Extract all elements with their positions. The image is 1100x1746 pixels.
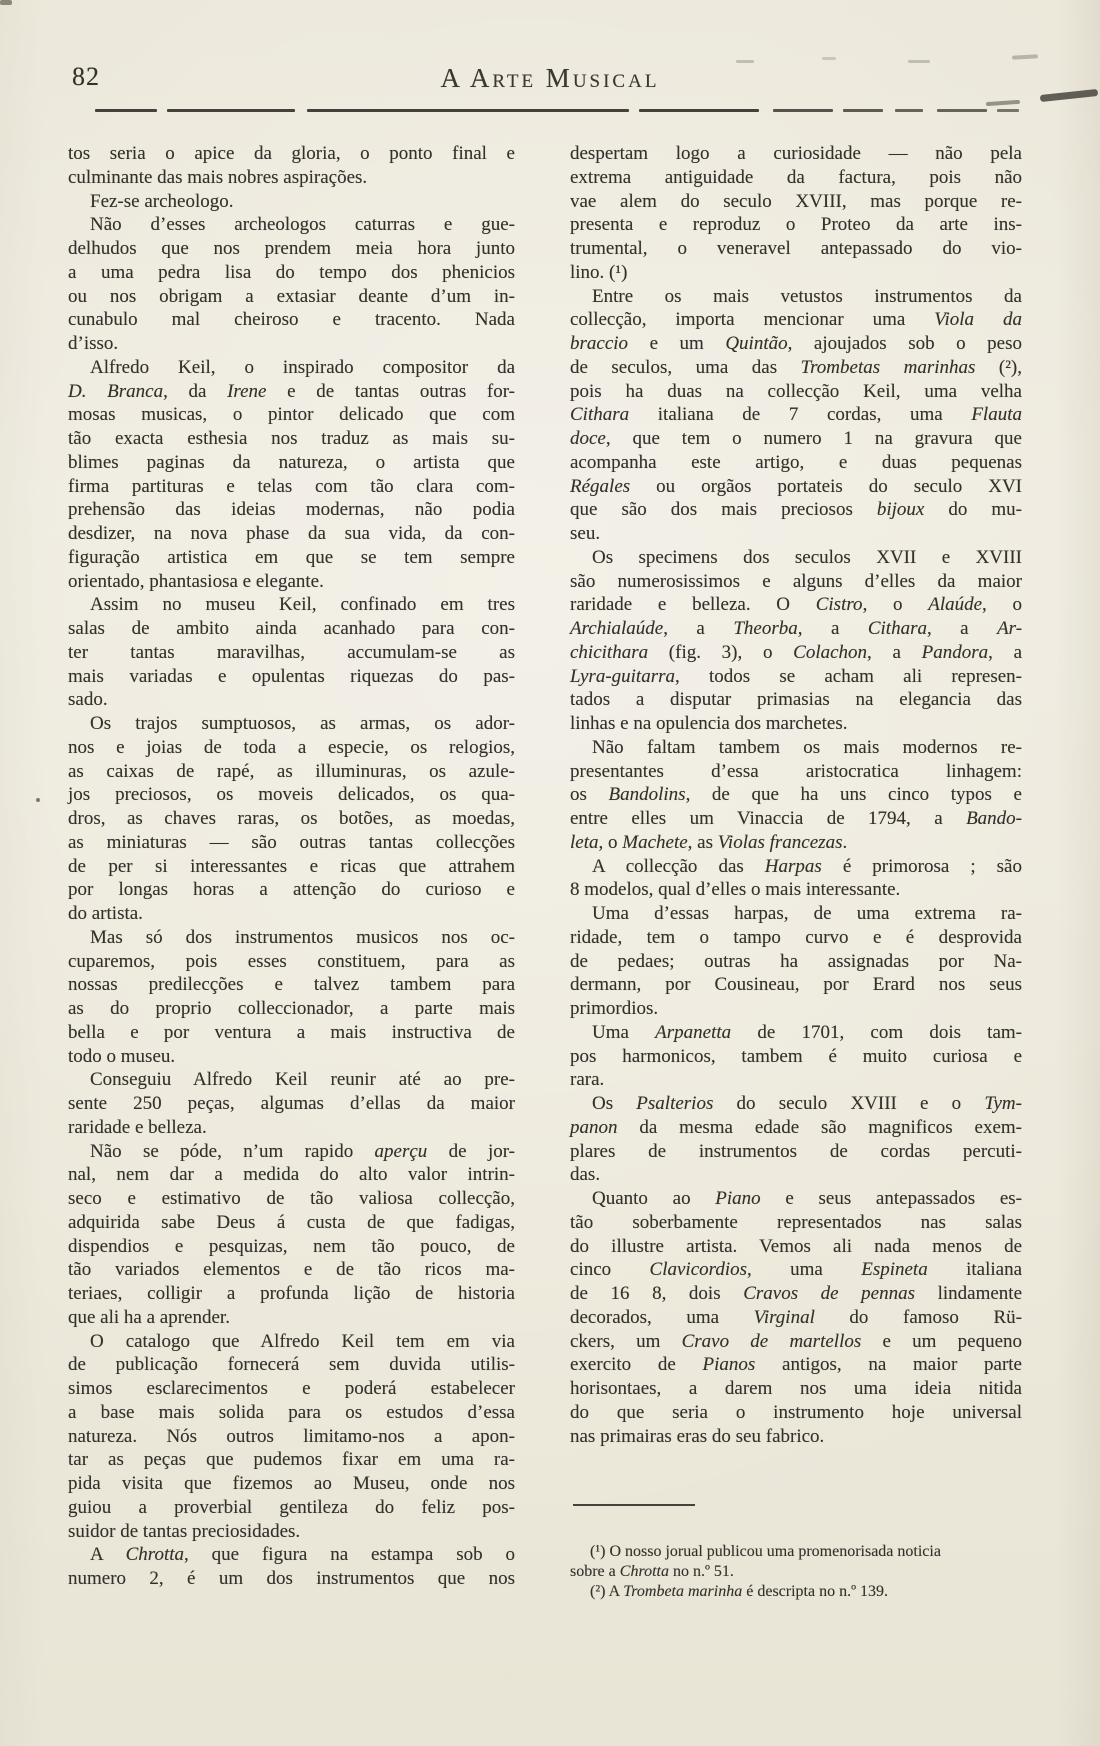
text-line: sente 250 peças, algumas d’ellas da maior xyxy=(68,1093,515,1114)
text-line: tar as peças que pudemos fixar em uma ra- xyxy=(68,1449,515,1471)
scan-artifact xyxy=(986,100,1020,106)
text-line: Não d’esses archeologos caturras e gue- xyxy=(90,214,515,236)
text-line: tão variados elementos e de tão ricos ma- xyxy=(68,1259,515,1281)
text-line: numero 2, é um dos instrumentos que nos xyxy=(68,1568,515,1589)
text-line: exercito de Pianos antigos, na maior parte xyxy=(570,1354,1022,1376)
text-line: tos seria o apice da gloria, o ponto final e xyxy=(68,143,515,164)
text-line: Não se póde, n’um rapido aperçu de jor- xyxy=(90,1140,515,1162)
text-line: por longas horas a attenção do curioso e xyxy=(68,879,515,901)
text-line: ou nos obrigam a extasiar deante d’um in- xyxy=(68,285,515,307)
text-line: linhas e na opulencia dos marchetes. xyxy=(570,713,848,734)
text-line: Fez-se archeologo. xyxy=(90,190,234,212)
text-line: sado. xyxy=(68,689,108,711)
text-line: raridade e belleza. xyxy=(68,1116,207,1138)
text-line: ckers, um Cravo de martellos e um pequeno xyxy=(570,1330,1023,1352)
text-line: nas primairas eras do seu fabrico. xyxy=(570,1425,825,1447)
text-line: raridade e belleza. O Cistro, o Alaúde, o xyxy=(570,594,1022,616)
text-line: cuparemos, pois esses constituem, para as xyxy=(68,950,515,972)
text-line: simos esclarecimentos e poderá estabelecer xyxy=(68,1378,515,1399)
footnote-line: sobre a Chrotta no n.º 51. xyxy=(570,1563,734,1581)
text-line: guiou a proverbial gentileza do feliz pos- xyxy=(68,1496,515,1518)
text-line: as caixas de rapé, as illuminuras, os azule- xyxy=(68,760,515,782)
scan-artifact xyxy=(908,60,930,63)
text-line: firma partituras e telas com tão clara com- xyxy=(68,475,515,497)
text-line: mais variadas e opulentas riquezas do pas- xyxy=(68,665,515,687)
text-line: Os trajos sumptuosos, as armas, os ador- xyxy=(90,713,515,734)
text-line: Os specimens dos seculos XVII e XVIII xyxy=(592,546,1022,568)
scan-artifact xyxy=(0,0,12,5)
text-line: nossas predilecções e talvez tambem para xyxy=(68,974,515,996)
text-line: Não faltam tambem os mais modernos re- xyxy=(592,736,1022,758)
text-line: que são dos mais preciosos bijoux do mu- xyxy=(570,499,1022,521)
footnote-line: (²) A Trombeta marinha é descripta no n.º 139. xyxy=(590,1583,889,1601)
text-line: acompanha este artigo, e duas pequenas xyxy=(570,451,1022,473)
text-line: Assim no museu Keil, confinado em tres xyxy=(90,594,515,616)
text-line: decorados, uma Virginal do famoso Rü- xyxy=(570,1306,1022,1328)
text-line: mosas musicas, o pintor delicado que com xyxy=(68,404,515,426)
text-line: plares de instrumentos de cordas percuti- xyxy=(570,1140,1022,1162)
text-line: primordios. xyxy=(570,998,659,1019)
text-line: tão exacta esthesia nos traduz as mais su- xyxy=(68,428,515,449)
text-line: dermann, por Cousineau, por Erard nos seus xyxy=(570,974,1022,996)
page-number: 82 xyxy=(72,62,100,91)
text-line: prehensão das ideias modernas, não podia xyxy=(68,499,515,521)
text-line: que ali ha a aprender. xyxy=(68,1306,230,1328)
text-line: O catalogo que Alfredo Keil tem em via xyxy=(90,1330,515,1352)
column-right xyxy=(570,142,1022,1448)
text-line: dros, as chaves raras, os botões, as moedas, xyxy=(68,808,515,829)
text-line: Entre os mais vetustos instrumentos da xyxy=(592,285,1022,307)
header-rule xyxy=(95,109,1045,113)
text-line: collecção, importa mencionar uma Viola da xyxy=(570,309,1022,331)
column-left xyxy=(68,142,515,1591)
scan-artifact xyxy=(1012,54,1038,59)
text-line: de per si interessantes e ricas que attrahem xyxy=(68,855,515,877)
text-line: de seculos, uma das Trombetas marinhas (²), xyxy=(570,356,1022,378)
text-line: lino. (¹) xyxy=(570,261,628,283)
text-line: A Chrotta, que figura na estampa sob o xyxy=(90,1544,515,1566)
text-line: as miniaturas — são outras tantas collecções xyxy=(68,831,515,853)
text-line: bella e por ventura a mais instructiva de xyxy=(68,1021,515,1043)
text-line: rara. xyxy=(570,1069,605,1091)
text-line: as do proprio colleccionador, a parte mais xyxy=(68,998,515,1019)
page-title: A Arte Musical xyxy=(440,63,660,93)
text-line: A collecção das Harpas é primorosa ; são xyxy=(592,855,1022,877)
text-line: Alfredo Keil, o inspirado compositor da xyxy=(90,356,515,378)
text-line: entre elles um Vinaccia de 1794, a Bando- xyxy=(570,808,1022,829)
text-line: tados a disputar primasias na elegancia das xyxy=(570,689,1022,711)
text-line: suidor de tantas preciosidades. xyxy=(68,1520,301,1542)
text-line: teriaes, colligir a profunda lição de historia xyxy=(68,1283,515,1304)
text-line: leta, o Machete, as Violas francezas. xyxy=(570,831,848,853)
text-line: delhudos que nos prendem meia hora junto xyxy=(68,238,515,259)
text-line: de publicação fornecerá sem duvida utilis- xyxy=(68,1354,515,1376)
text-line: seco e estimativo de tão valiosa collecção, xyxy=(68,1188,515,1209)
text-line: pois ha duas na collecção Keil, uma velha xyxy=(570,380,1022,402)
scan-artifact xyxy=(822,57,836,60)
footnote-separator-rule xyxy=(573,1504,695,1506)
text-line: Quanto ao Piano e seus antepassados es- xyxy=(592,1188,1022,1209)
text-line: Conseguiu Alfredo Keil reunir até ao pre- xyxy=(90,1069,515,1091)
text-line: nal, nem dar a medida do alto valor intrin- xyxy=(68,1164,515,1186)
text-line: vae alem do seculo XVIII, mas porque re- xyxy=(570,190,1022,212)
text-line: panon da mesma edade são magnificos exem- xyxy=(570,1116,1022,1138)
text-line: 8 modelos, qual d’elles o mais interessante. xyxy=(570,879,901,901)
text-line: culminante das mais nobres aspirações. xyxy=(68,166,368,188)
text-line: os Bandolins, de que ha uns cinco typos e xyxy=(570,784,1022,806)
text-line: das. xyxy=(570,1164,601,1186)
text-line: todo o museu. xyxy=(68,1045,176,1067)
text-line: dispendios e pesquizas, nem tão pouco, de xyxy=(68,1235,515,1257)
text-line: pida visita que fizemos ao Museu, onde nos xyxy=(68,1473,515,1494)
text-line: d’isso. xyxy=(68,333,119,354)
text-line: tão soberbamente representados nas salas xyxy=(570,1211,1022,1233)
text-line: a uma pedra lisa do tempo dos phenicios xyxy=(68,261,515,283)
text-line: são numerosissimos e alguns d’elles da maior xyxy=(570,570,1022,592)
text-line: Archialaúde, a Theorba, a Cithara, a Ar- xyxy=(570,618,1023,639)
text-line: doce, que tem o numero 1 na gravura que xyxy=(570,428,1022,449)
text-line: presentantes d’essa aristocratica linhagem: xyxy=(570,760,1022,782)
text-line: trumental, o veneravel antepassado do vio- xyxy=(570,238,1022,259)
text-line: D. Branca, da Irene e de tantas outras for- xyxy=(68,380,516,402)
text-line: cunabulo mal cheiroso e tracento. Nada xyxy=(68,309,515,331)
text-line: orientado, phantasiosa e elegante. xyxy=(68,570,324,592)
text-line: pos harmonicos, tambem é muito curiosa e xyxy=(570,1045,1022,1067)
text-line: jos preciosos, os moveis delicados, os qua- xyxy=(68,784,515,806)
text-line: figuração artistica em que se tem sempre xyxy=(68,546,515,568)
text-line: ter tantas maravilhas, accumulam-se as xyxy=(68,641,515,663)
scan-artifact xyxy=(36,798,40,802)
text-line: seu. xyxy=(570,523,601,544)
scan-artifact xyxy=(736,60,754,63)
text-line: de 16 8, dois Cravos de pennas lindamente xyxy=(570,1283,1023,1304)
text-line: Uma Arpanetta de 1701, com dois tam- xyxy=(592,1021,1023,1043)
text-line: ridade, tem o tampo curvo e é desprovida xyxy=(570,926,1022,948)
text-line: natureza. Nós outros limitamo-nos a apon- xyxy=(68,1425,515,1447)
text-line: chicithara (fig. 3), o Colachon, a Pandora, a xyxy=(570,641,1023,663)
text-line: do illustre artista. Vemos ali nada menos de xyxy=(570,1235,1022,1257)
text-line: do que seria o instrumento hoje universal xyxy=(570,1401,1022,1423)
text-line: despertam logo a curiosidade — não pela xyxy=(570,143,1022,164)
footnotes xyxy=(570,1542,1042,1603)
text-line: Cithara italiana de 7 cordas, uma Flauta xyxy=(570,404,1022,426)
text-line: salas de ambito ainda acanhado para con- xyxy=(68,618,515,639)
text-line: Régales ou orgãos portateis do seculo XVI xyxy=(570,475,1022,497)
text-line: a base mais solida para os estudos d’essa xyxy=(68,1401,515,1423)
text-line: do artista. xyxy=(68,903,143,924)
text-line: Mas só dos instrumentos musicos nos oc- xyxy=(90,926,515,948)
text-line: adquirida sabe Deus á custa de que fadigas, xyxy=(68,1211,515,1233)
text-line: cinco Clavicordios, uma Espineta italiana xyxy=(570,1259,1023,1281)
text-line: nos e joias de toda a especie, os relogios, xyxy=(68,736,515,758)
footnote-line: (¹) O nosso jorual publicou uma promenorisada noticia xyxy=(590,1543,941,1560)
text-line: Lyra-guitarra, todos se acham ali represen- xyxy=(570,665,1022,687)
text-line: braccio e um Quintão, ajoujados sob o peso xyxy=(570,333,1022,354)
text-line: blimes paginas da natureza, o artista que xyxy=(68,451,515,473)
text-line: extrema antiguidade da factura, pois não xyxy=(570,166,1022,188)
text-line: Os Psalterios do seculo XVIII e o Tym- xyxy=(592,1093,1022,1114)
text-line: horisontaes, a darem nos uma ideia nitida xyxy=(570,1378,1022,1399)
text-line: presenta e reproduz o Proteo da arte ins- xyxy=(570,214,1022,236)
text-line: desdizer, na nova phase da sua vida, da con- xyxy=(68,523,515,544)
text-line: de pedaes; outras ha assignadas por Na- xyxy=(570,950,1022,972)
text-line: Uma d’essas harpas, de uma extrema ra- xyxy=(592,903,1022,924)
